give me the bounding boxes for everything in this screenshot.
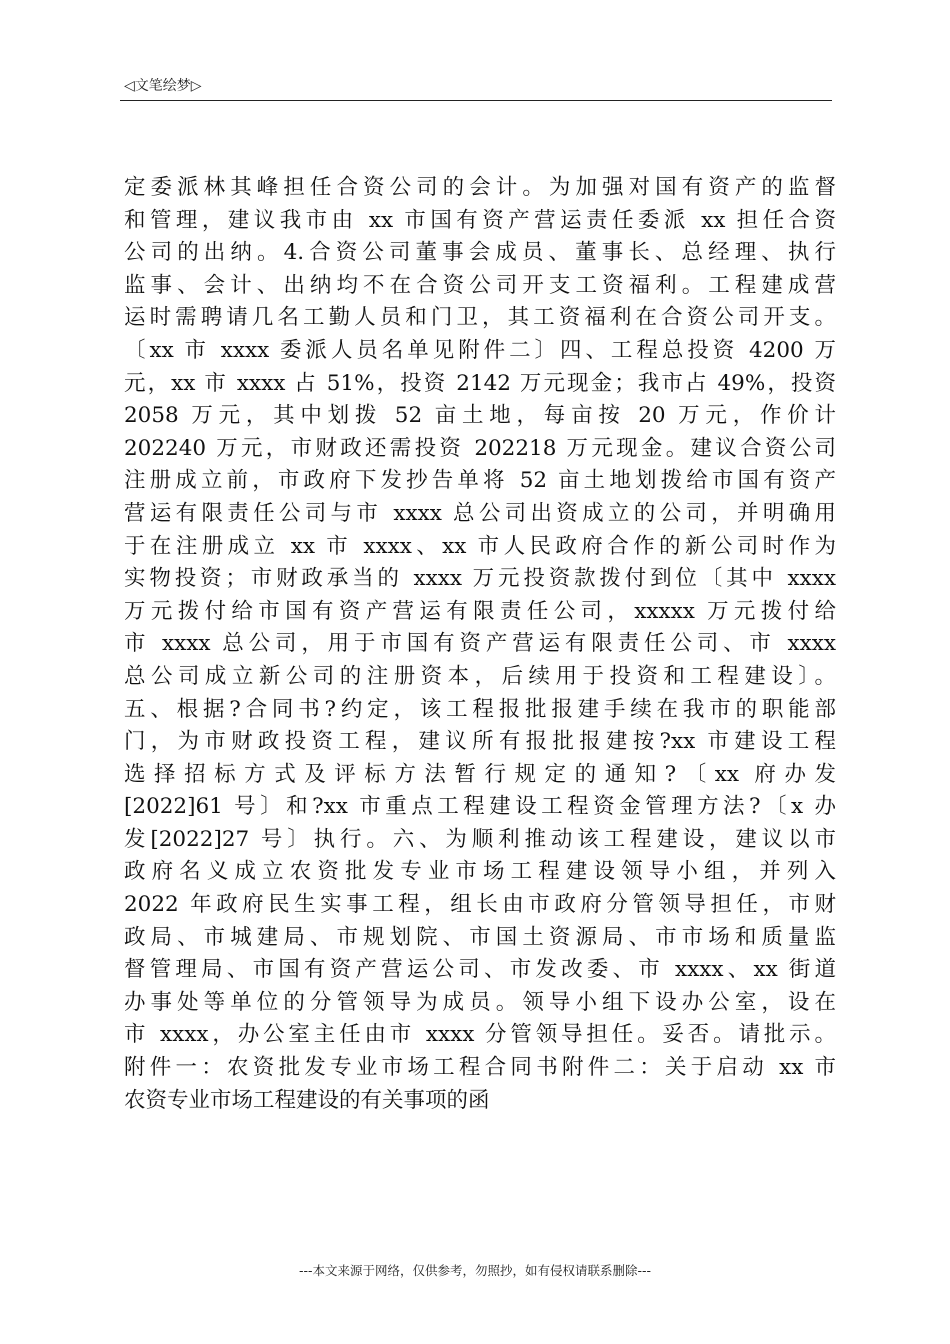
body-line: 于在注册成立 xx 市 xxxx、xx 市人民政府合作的新公司时作为 bbox=[124, 533, 836, 559]
body-line: 注册成立前，市政府下发抄告单将 52 亩土地划拨给市国有资产 bbox=[124, 468, 836, 494]
body-line: 元，xx 市 xxxx 占 51%，投资 2142 万元现金；我市占 49%，投资 bbox=[124, 370, 836, 396]
body-line: 发[2022]27 号〕执行。六、为顺利推动该工程建设，建议以市 bbox=[124, 826, 836, 852]
body-line: 总公司成立新公司的注册资本，后续用于投资和工程建设〕。 bbox=[124, 663, 836, 689]
body-line: 万元拨付给市国有资产营运有限责任公司，xxxxx 万元拨付给 bbox=[124, 598, 836, 624]
footer-notice: ---本文来源于网络，仅供参考，勿照抄，如有侵权请联系删除--- bbox=[298, 1263, 652, 1278]
body-line: 政局、市城建局、市规划院、市国土资源局、市市场和质量监 bbox=[124, 924, 836, 950]
body-line: 公司的出纳。4.合资公司董事会成员、董事长、总经理、执行 bbox=[124, 240, 836, 266]
body-line: 2058 万元，其中划拨 52 亩土地，每亩按 20 万元，作价计 bbox=[124, 403, 836, 429]
body-line: 五、根据?合同书?约定，该工程报批报建手续在我市的职能部 bbox=[124, 696, 836, 722]
body-line: 营运有限责任公司与市 xxxx 总公司出资成立的公司，并明确用 bbox=[124, 500, 836, 526]
body-line: 附件一：农资批发专业市场工程合同书附件二：关于启动 xx 市 bbox=[124, 1055, 836, 1081]
body-line: 门，为市财政投资工程，建议所有报批报建按?xx 市建设工程 bbox=[124, 729, 836, 755]
body-line: 选择招标方式及评标方法暂行规定的通知?〔xx 府办发 bbox=[124, 761, 836, 787]
header-logo-text: ◁文笔绘梦▷ bbox=[124, 78, 202, 94]
page-header bbox=[120, 76, 832, 101]
body-line: 市 xxxx 总公司，用于市国有资产营运有限责任公司、市 xxxx bbox=[124, 631, 836, 657]
body-line: 实物投资；市财政承当的 xxxx 万元投资款拨付到位〔其中 xxxx bbox=[124, 566, 836, 592]
body-line: 农资专业市场工程建设的有关事项的函 bbox=[124, 1087, 490, 1113]
document-body bbox=[124, 172, 836, 1117]
body-line: 202240 万元，市财政还需投资 202218 万元现金。建议合资公司 bbox=[124, 435, 836, 461]
body-line: 定委派林其峰担任合资公司的会计。为加强对国有资产的监督 bbox=[124, 175, 836, 200]
body-line: 监事、会计、出纳均不在合资公司开支工资福利。工程建成营 bbox=[124, 272, 836, 298]
body-line: 市 xxxx，办公室主任由市 xxxx 分管领导担任。妥否。请批示。 bbox=[124, 1022, 836, 1048]
body-line: 和管理，建议我市由 xx 市国有资产营运责任委派 xx 担任合资 bbox=[124, 207, 836, 233]
body-line: 运时需聘请几名工勤人员和门卫，其工资福利在合资公司开支。 bbox=[124, 305, 836, 331]
body-line: [2022]61 号〕和?xx 市重点工程建设工程资金管理方法?〔x 办 bbox=[124, 794, 836, 820]
body-line: 政府名义成立农资批发专业市场工程建设领导小组，并列入 bbox=[124, 859, 836, 885]
body-line: 督管理局、市国有资产营运公司、市发改委、市 xxxx、xx 街道 bbox=[124, 957, 836, 983]
body-line: 办事处等单位的分管领导为成员。领导小组下设办公室，设在 bbox=[124, 989, 836, 1015]
body-line: 〔xx 市 xxxx 委派人员名单见附件二〕四、工程总投资 4200 万 bbox=[124, 337, 836, 363]
body-line: 2022 年政府民生实事工程，组长由市政府分管领导担任，市财 bbox=[124, 892, 836, 918]
